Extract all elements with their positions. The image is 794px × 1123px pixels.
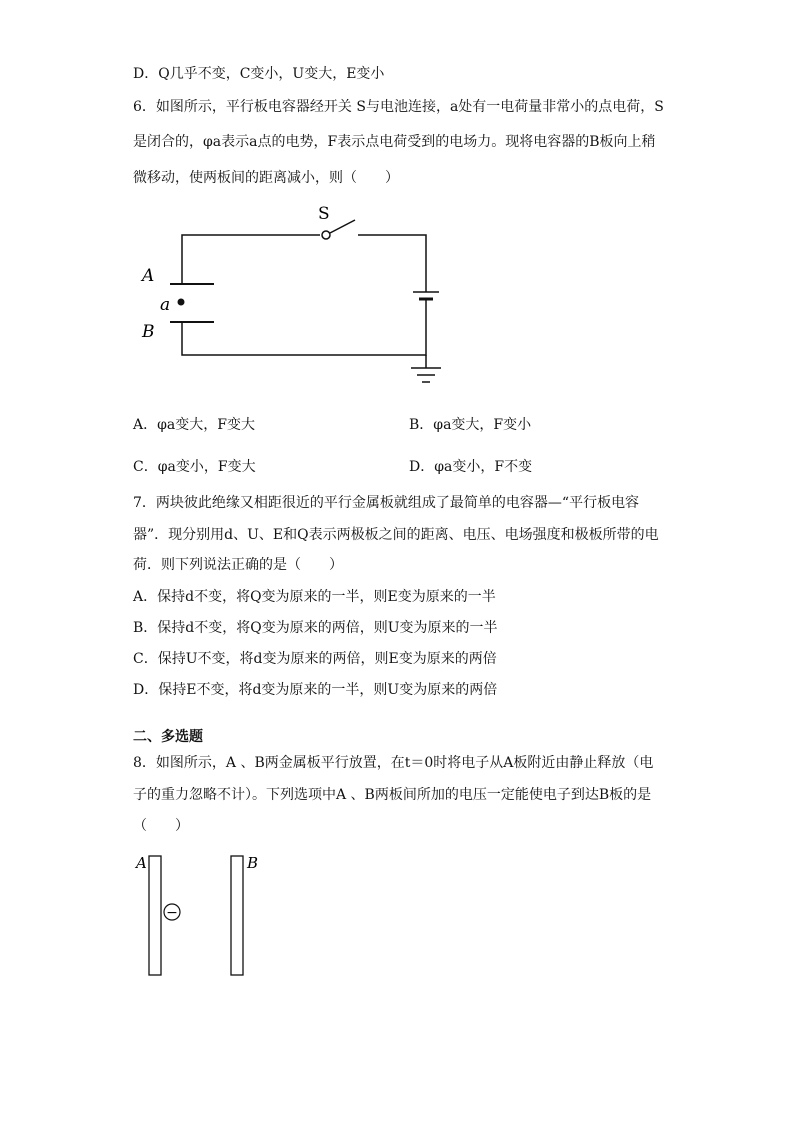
q6-option-b: B．φa变大，F变小 <box>409 417 532 433</box>
switch-pivot <box>322 231 330 239</box>
q7-option-a: A．保持d不变，将Q变为原来的一半，则E变为原来的一半 <box>133 589 496 605</box>
label-plate-a: A <box>136 854 147 872</box>
q7-option-d: D．保持E不变，将d变为原来的一半，则U变为原来的两倍 <box>133 682 498 698</box>
q6-option-a: A．φa变大，F变大 <box>133 417 255 433</box>
q6-circuit-diagram <box>130 200 450 395</box>
switch-blade <box>330 220 355 233</box>
label-plate-b: B <box>247 854 259 872</box>
q7-option-c: C．保持U不变，将d变为原来的两倍，则E变为原来的两倍 <box>133 651 497 667</box>
point-charge-dot <box>178 299 185 306</box>
circuit-wire-top-left <box>182 235 320 284</box>
q5-option-d: D．Q几乎不变，C变小，U变大，E变小 <box>133 66 385 82</box>
circuit-wire-top-right <box>358 235 426 292</box>
q7-stem-line1: 7．两块彼此绝缘又相距很近的平行金属板就组成了最简单的电容器—“平行板电容 <box>133 495 640 511</box>
q7-stem-line3: 荷．则下列说法正确的是（ ） <box>133 557 343 573</box>
q8-stem-line2: 子的重力忽略不计）。下列选项中A 、B两板间所加的电压一定能使电子到达B板的是 <box>133 787 652 803</box>
q6-stem-line3: 微移动，使两板间的距离减小，则（ ） <box>133 170 399 186</box>
circuit-wire-right-lower <box>182 299 426 355</box>
metal-plate-b <box>231 856 243 975</box>
q8-plates-diagram <box>130 850 280 985</box>
label-plate-a: A <box>142 266 155 286</box>
electron-minus-sign: − <box>166 905 178 921</box>
section-heading-multiple-choice: 二、多选题 <box>133 729 203 745</box>
label-point-a: a <box>160 295 171 315</box>
q7-option-b: B．保持d不变，将Q变为原来的两倍，则U变为原来的一半 <box>133 620 498 636</box>
q8-stem-line1: 8．如图所示，A 、B两金属板平行放置，在t＝0时将电子从A板附近由静止释放（电 <box>133 755 654 771</box>
q8-stem-line3: （ ） <box>133 818 189 834</box>
label-switch-s: S <box>318 204 330 224</box>
metal-plate-a <box>149 856 161 975</box>
label-plate-b: B <box>142 322 155 342</box>
q7-stem-line2: 器”．现分别用d、U、E和Q表示两极板之间的距离、电压、电场强度和极板所带的电 <box>133 527 659 543</box>
q6-stem-line1: 6．如图所示，平行板电容器经开关 S与电池连接，a处有一电荷量非常小的点电荷，S <box>133 99 664 115</box>
q6-option-c: C．φa变小，F变大 <box>133 459 256 475</box>
q6-stem-line2: 是闭合的，φa表示a点的电势，F表示点电荷受到的电场力。现将电容器的B板向上稍 <box>133 134 656 150</box>
q6-option-d: D．φa变小，F不变 <box>409 459 533 475</box>
